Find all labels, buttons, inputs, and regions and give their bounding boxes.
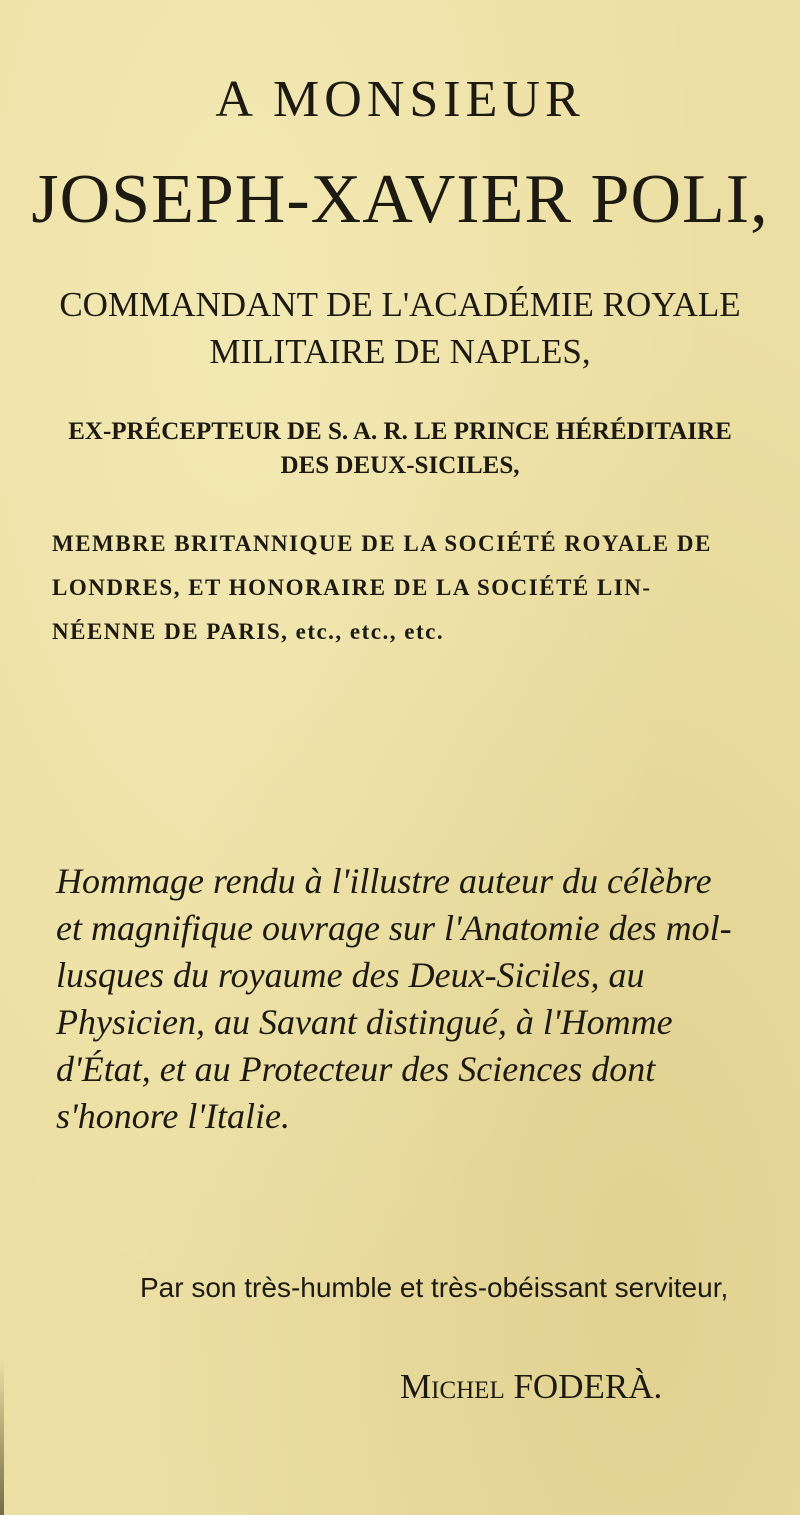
servant-closing: Par son très-humble et très-obéissant serviteur,: [140, 1272, 729, 1303]
membership-line: NÉENNE DE PARIS, etc., etc., etc.: [52, 619, 445, 644]
hommage-line: s'honore l'Italie.: [56, 1096, 291, 1136]
title-preceptor-line-1: EX-PRÉCEPTEUR DE S. A. R. LE PRINCE HÉRÉDITAIRE: [68, 418, 732, 445]
membership-line: LONDRES, ET HONORAIRE DE LA SOCIÉTÉ LIN-: [52, 575, 652, 600]
hommage-line: et magnifique ouvrage sur l'Anatomie des mol-: [56, 908, 732, 948]
hommage-line: Physicien, au Savant distingué, à l'Homme: [56, 1002, 673, 1042]
hommage-line: lusques du royaume des Deux-Siciles, au: [56, 955, 645, 995]
author-first-name: Michel: [400, 1367, 505, 1406]
membership-paragraph: [52, 522, 757, 654]
title-preceptor-line-2: DES DEUX-SICILES,: [280, 452, 520, 479]
hommage-line: Hommage rendu à l'illustre auteur du célèbre: [56, 861, 712, 901]
title-commandant-line-1: COMMANDANT DE L'ACADÉMIE ROYALE: [59, 285, 741, 324]
dedicatee-name: JOSEPH-XAVIER POLI,: [31, 161, 769, 238]
hommage-line: d'État, et au Protecteur des Sciences dont: [56, 1049, 656, 1089]
author-last-name: FODERÀ.: [513, 1367, 663, 1406]
hommage-paragraph: [56, 858, 771, 1140]
dedication-heading: A MONSIEUR: [215, 71, 585, 128]
title-commandant-line-2: MILITAIRE DE NAPLES,: [209, 332, 591, 371]
membership-line: MEMBRE BRITANNIQUE DE LA SOCIÉTÉ ROYALE DE: [52, 531, 712, 556]
page-edge-shadow: [0, 1360, 4, 1515]
author-signature: [400, 1367, 662, 1407]
